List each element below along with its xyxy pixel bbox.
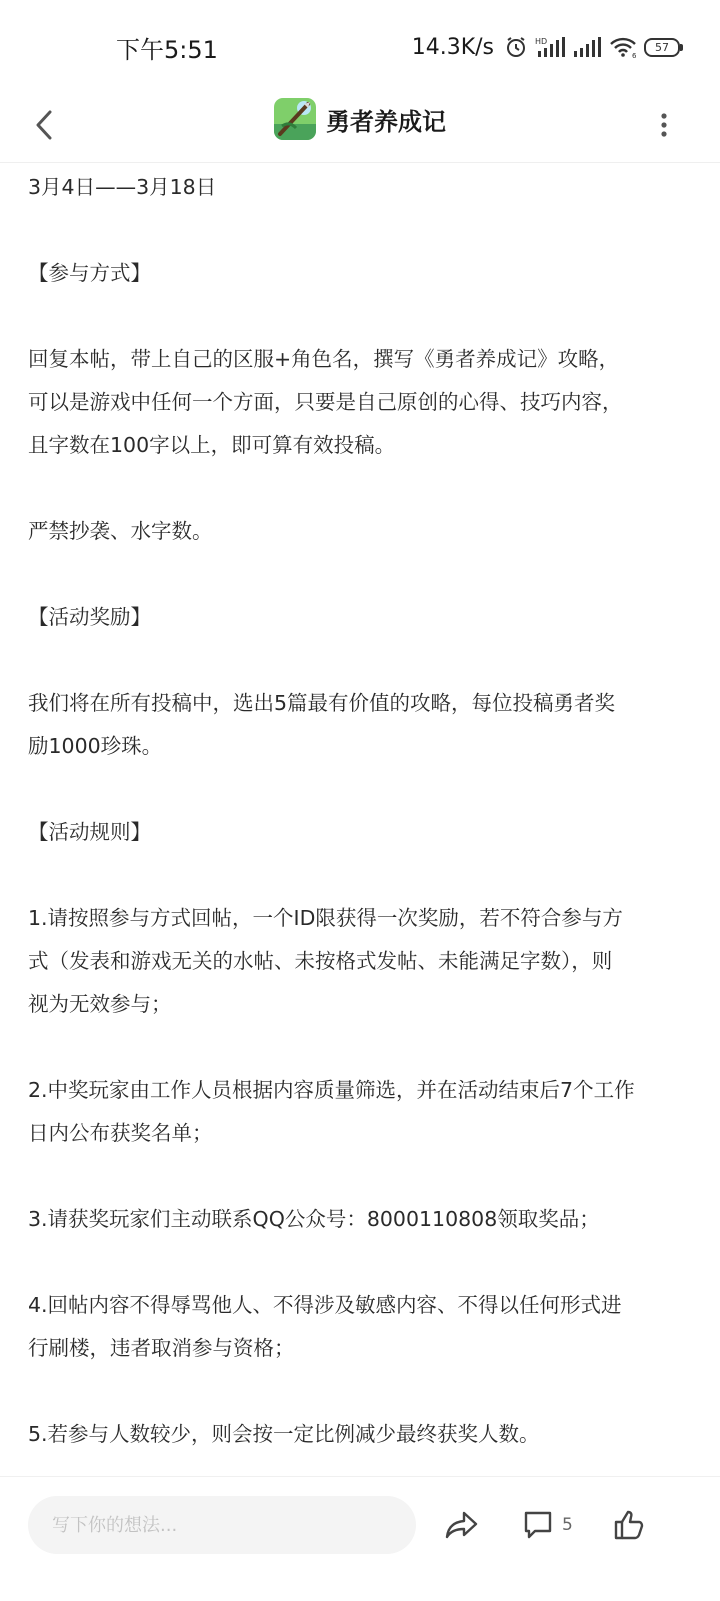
- network-speed: 14.3K/s: [411, 34, 494, 60]
- event-dates: 3月4日——3月18日: [28, 175, 217, 199]
- bottom-action-bar: [0, 1476, 720, 1601]
- participation-text: 回复本帖，带上自己的区服+角色名，撰写《勇者养成记》攻略， 可以是游戏中任何一个方面，只要是自己原创的心得、技巧内容， 且字数在100字以上，即可算有效投稿。: [28, 347, 623, 457]
- wifi-icon: [608, 35, 638, 59]
- rule-3: 3.请获奖玩家们主动联系QQ公众号：8000110808领取奖品；: [28, 1207, 600, 1231]
- battery-icon: 57: [644, 38, 680, 57]
- app-header: [0, 90, 720, 163]
- comment-button[interactable]: [522, 1503, 573, 1547]
- status-bar: [0, 0, 720, 90]
- more-options-button[interactable]: [644, 100, 684, 150]
- hd-signal-icon: [534, 35, 566, 59]
- more-vertical-icon: [660, 112, 668, 138]
- rewards-text: 我们将在所有投稿中，选出5篇最有价值的攻略，每位投稿勇者奖 励1000珍珠。: [28, 691, 616, 758]
- post-content: [28, 166, 688, 1456]
- section-heading-participation: 【参与方式】: [28, 261, 151, 285]
- alarm-icon: [504, 35, 528, 59]
- share-button[interactable]: [444, 1503, 480, 1547]
- like-button[interactable]: [612, 1503, 646, 1547]
- thumbs-up-icon: [612, 1508, 646, 1542]
- rule-5: 5.若参与人数较少，则会按一定比例减少最终获奖人数。: [28, 1422, 540, 1446]
- comment-count: 5: [562, 1515, 573, 1535]
- share-icon: [444, 1509, 480, 1541]
- app-logo: [274, 98, 316, 140]
- plagiarism-notice: 严禁抄袭、水字数。: [28, 519, 213, 543]
- status-indicators: [412, 30, 680, 64]
- title-group: [0, 94, 720, 144]
- svg-text:HD: HD: [535, 37, 548, 46]
- section-heading-rules: 【活动规则】: [28, 820, 151, 844]
- rule-4: 4.回帖内容不得辱骂他人、不得涉及敏感内容、不得以任何形式进 行刷楼，违者取消参与资格；: [28, 1293, 622, 1360]
- page-title: 勇者养成记: [326, 107, 446, 136]
- signal-icon: [572, 35, 602, 59]
- svg-text:6: 6: [632, 52, 637, 59]
- section-heading-rewards: 【活动奖励】: [28, 605, 151, 629]
- status-time: 下午5:51: [116, 36, 218, 64]
- comment-icon: [522, 1509, 554, 1541]
- rule-2: 2.中奖玩家由工作人员根据内容质量筛选，并在活动结束后7个工作 日内公布获奖名单；: [28, 1078, 635, 1145]
- rule-1: 1.请按照参与方式回帖，一个ID限获得一次奖励，若不符合参与方 式（发表和游戏无关的水帖、未按格式发帖、未能满足字数），则 视为无效参与；: [28, 906, 623, 1016]
- comment-input[interactable]: [28, 1496, 416, 1554]
